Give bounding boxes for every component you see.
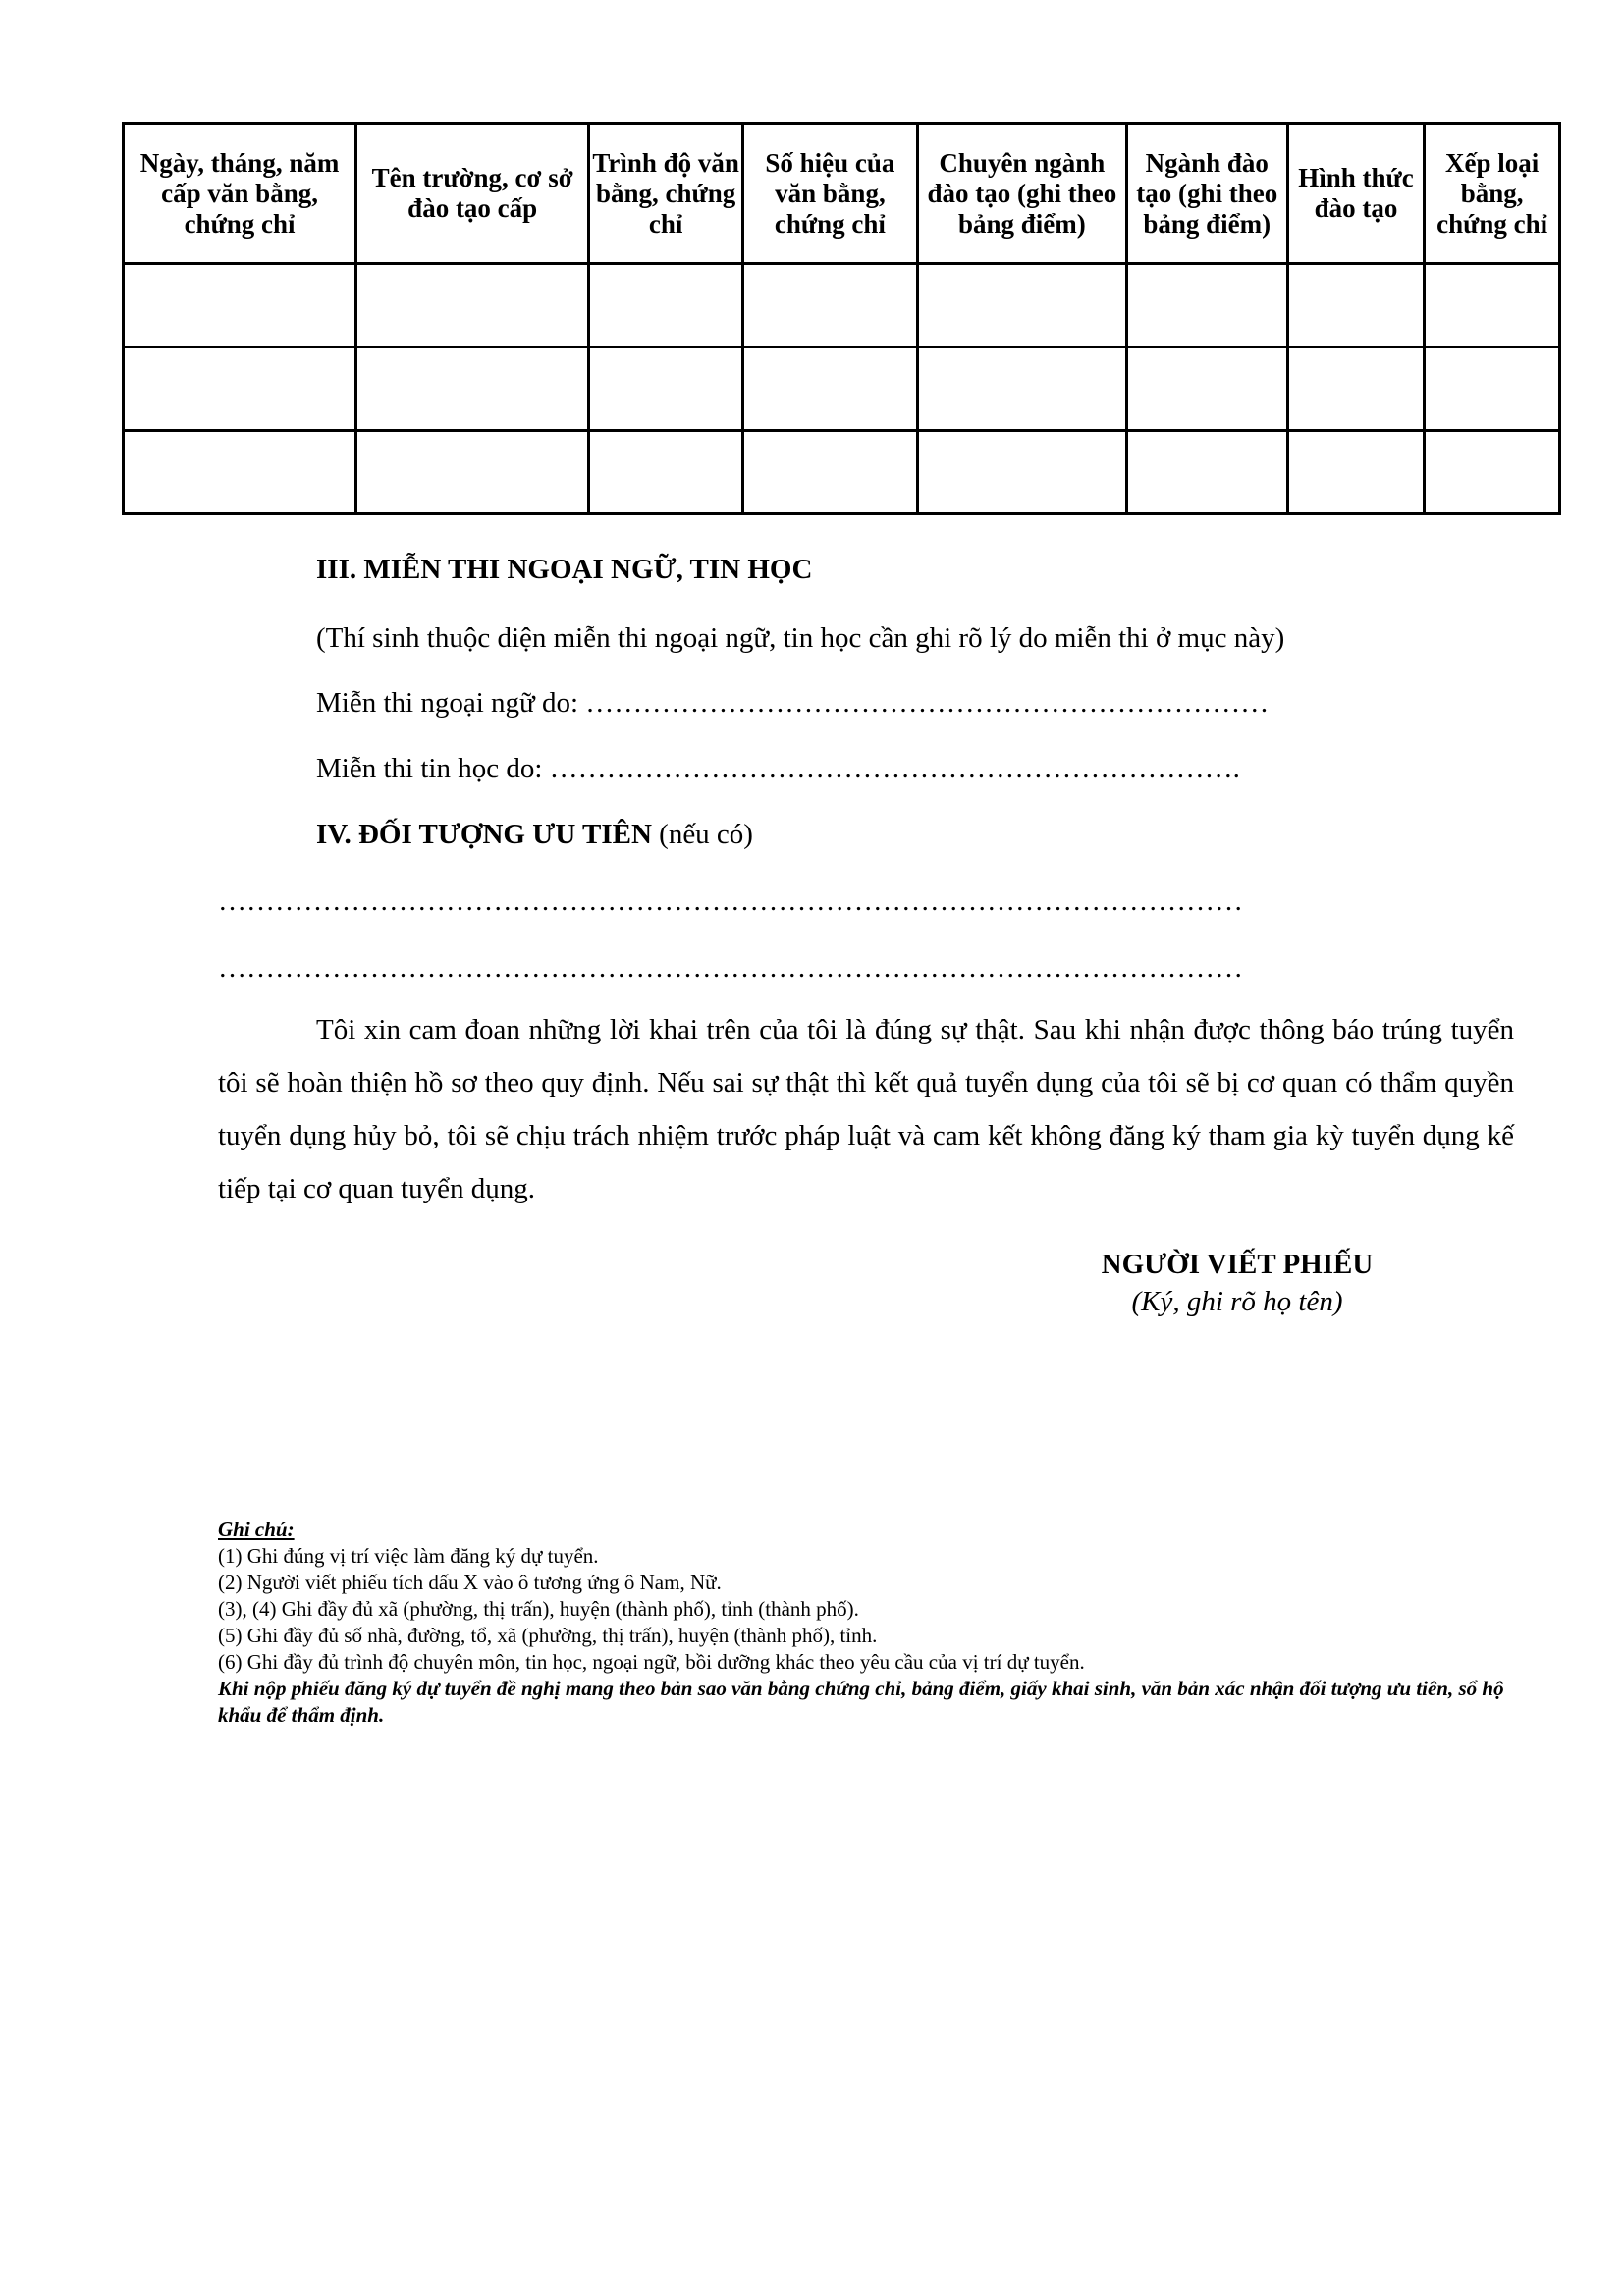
header-issue-date: Ngày, tháng, năm cấp văn bằng, chứng chỉ	[124, 124, 356, 264]
note-item: (2) Người viết phiếu tích dấu X vào ô tương ứng ô Nam, Nữ.	[218, 1571, 722, 1594]
table-cell[interactable]	[917, 347, 1126, 431]
table-cell[interactable]	[743, 431, 918, 514]
table-cell[interactable]	[589, 264, 743, 347]
header-grade: Xếp loại bằng, chứng chỉ	[1425, 124, 1560, 264]
table-cell[interactable]	[356, 431, 589, 514]
qualifications-table-wrapper	[122, 122, 1561, 515]
table-cell[interactable]	[1126, 264, 1287, 347]
section3-note: (Thí sinh thuộc diện miễn thi ngoại ngữ, tin học cần ghi rõ lý do miễn thi ở mục này)	[316, 622, 1285, 654]
table-cell[interactable]	[1425, 264, 1560, 347]
header-field: Ngành đào tạo (ghi theo bảng điểm)	[1126, 124, 1287, 264]
table-cell[interactable]	[589, 347, 743, 431]
table-cell[interactable]	[1287, 347, 1425, 431]
table-cell[interactable]	[356, 347, 589, 431]
table-cell[interactable]	[124, 264, 356, 347]
priority-line-1[interactable]: ………………………………………………………………………………………………	[218, 885, 1243, 917]
it-exemption-line[interactable]: Miễn thi tin học do: ……………………………………………………………….	[316, 753, 1240, 784]
signature-title: NGƯỜI VIẾT PHIẾU	[1101, 1249, 1374, 1280]
table-row	[124, 431, 1560, 514]
priority-line-2[interactable]: ………………………………………………………………………………………………	[218, 952, 1243, 984]
table-cell[interactable]	[124, 347, 356, 431]
qualifications-table	[122, 122, 1561, 515]
language-exemption-line[interactable]: Miễn thi ngoại ngữ do: ………………………………………………………………	[316, 687, 1270, 719]
section4-title-suffix: (nếu có)	[651, 819, 753, 850]
header-degree-level: Trình độ văn bằng, chứng chỉ	[589, 124, 743, 264]
note-item: (1) Ghi đúng vị trí việc làm đăng ký dự tuyển.	[218, 1544, 599, 1568]
note-item: (5) Ghi đầy đủ số nhà, đường, tổ, xã (phường, thị trấn), huyện (thành phố), tỉnh.	[218, 1624, 878, 1647]
notes-title: Ghi chú:	[218, 1518, 295, 1541]
table-cell[interactable]	[1126, 431, 1287, 514]
section4-heading	[316, 817, 753, 852]
table-cell[interactable]	[1287, 431, 1425, 514]
table-cell[interactable]	[1287, 264, 1425, 347]
table-cell[interactable]	[1126, 347, 1287, 431]
note-item: (6) Ghi đầy đủ trình độ chuyên môn, tin học, ngoại ngữ, bồi dưỡng khác theo yêu cầu của vị trí dự tuyển.	[218, 1650, 1085, 1674]
table-header-row	[124, 124, 1560, 264]
table-cell[interactable]	[1425, 347, 1560, 431]
table-cell[interactable]	[1425, 431, 1560, 514]
declaration-paragraph: Tôi xin cam đoan những lời khai trên của tôi là đúng sự thật. Sau khi nhận được thông báo trúng tuyển tôi sẽ hoàn thiện hồ sơ theo quy định. Nếu sai sự thật thì kết quả tuyển dụng của tôi sẽ bị cơ quan có thẩm quyền tuyển dụng hủy bỏ, tôi sẽ chịu trách nhiệm trước pháp luật và cam kết không đăng ký tham gia kỳ tuyển dụng kế tiếp tại cơ quan tuyển dụng.	[218, 1014, 1514, 1204]
table-cell[interactable]	[743, 347, 918, 431]
notes-final: Khi nộp phiếu đăng ký dự tuyển đề nghị mang theo bản sao văn bằng chứng chỉ, bảng điểm, giấy khai sinh, văn bản xác nhận đối tượng ưu tiên, sổ hộ khẩu để thẩm định.	[218, 1677, 1504, 1727]
table-row	[124, 347, 1560, 431]
section4-title: IV. ĐỐI TƯỢNG ƯU TIÊN	[316, 819, 652, 850]
table-cell[interactable]	[917, 431, 1126, 514]
table-cell[interactable]	[589, 431, 743, 514]
table-cell[interactable]	[917, 264, 1126, 347]
section3-title: III. MIỄN THI NGOẠI NGỮ, TIN HỌC	[316, 554, 813, 585]
table-cell[interactable]	[124, 431, 356, 514]
header-degree-number: Số hiệu của văn bằng, chứng chỉ	[743, 124, 918, 264]
table-cell[interactable]	[743, 264, 918, 347]
note-item: (3), (4) Ghi đầy đủ xã (phường, thị trấn), huyện (thành phố), tỉnh (thành phố).	[218, 1597, 859, 1621]
table-cell[interactable]	[356, 264, 589, 347]
table-row	[124, 264, 1560, 347]
header-specialization: Chuyên ngành đào tạo (ghi theo bảng điểm)	[917, 124, 1126, 264]
header-institution: Tên trường, cơ sở đào tạo cấp	[356, 124, 589, 264]
header-training-mode: Hình thức đào tạo	[1287, 124, 1425, 264]
signature-subtitle: (Ký, ghi rõ họ tên)	[1131, 1286, 1343, 1317]
notes-section	[218, 1517, 1534, 1729]
